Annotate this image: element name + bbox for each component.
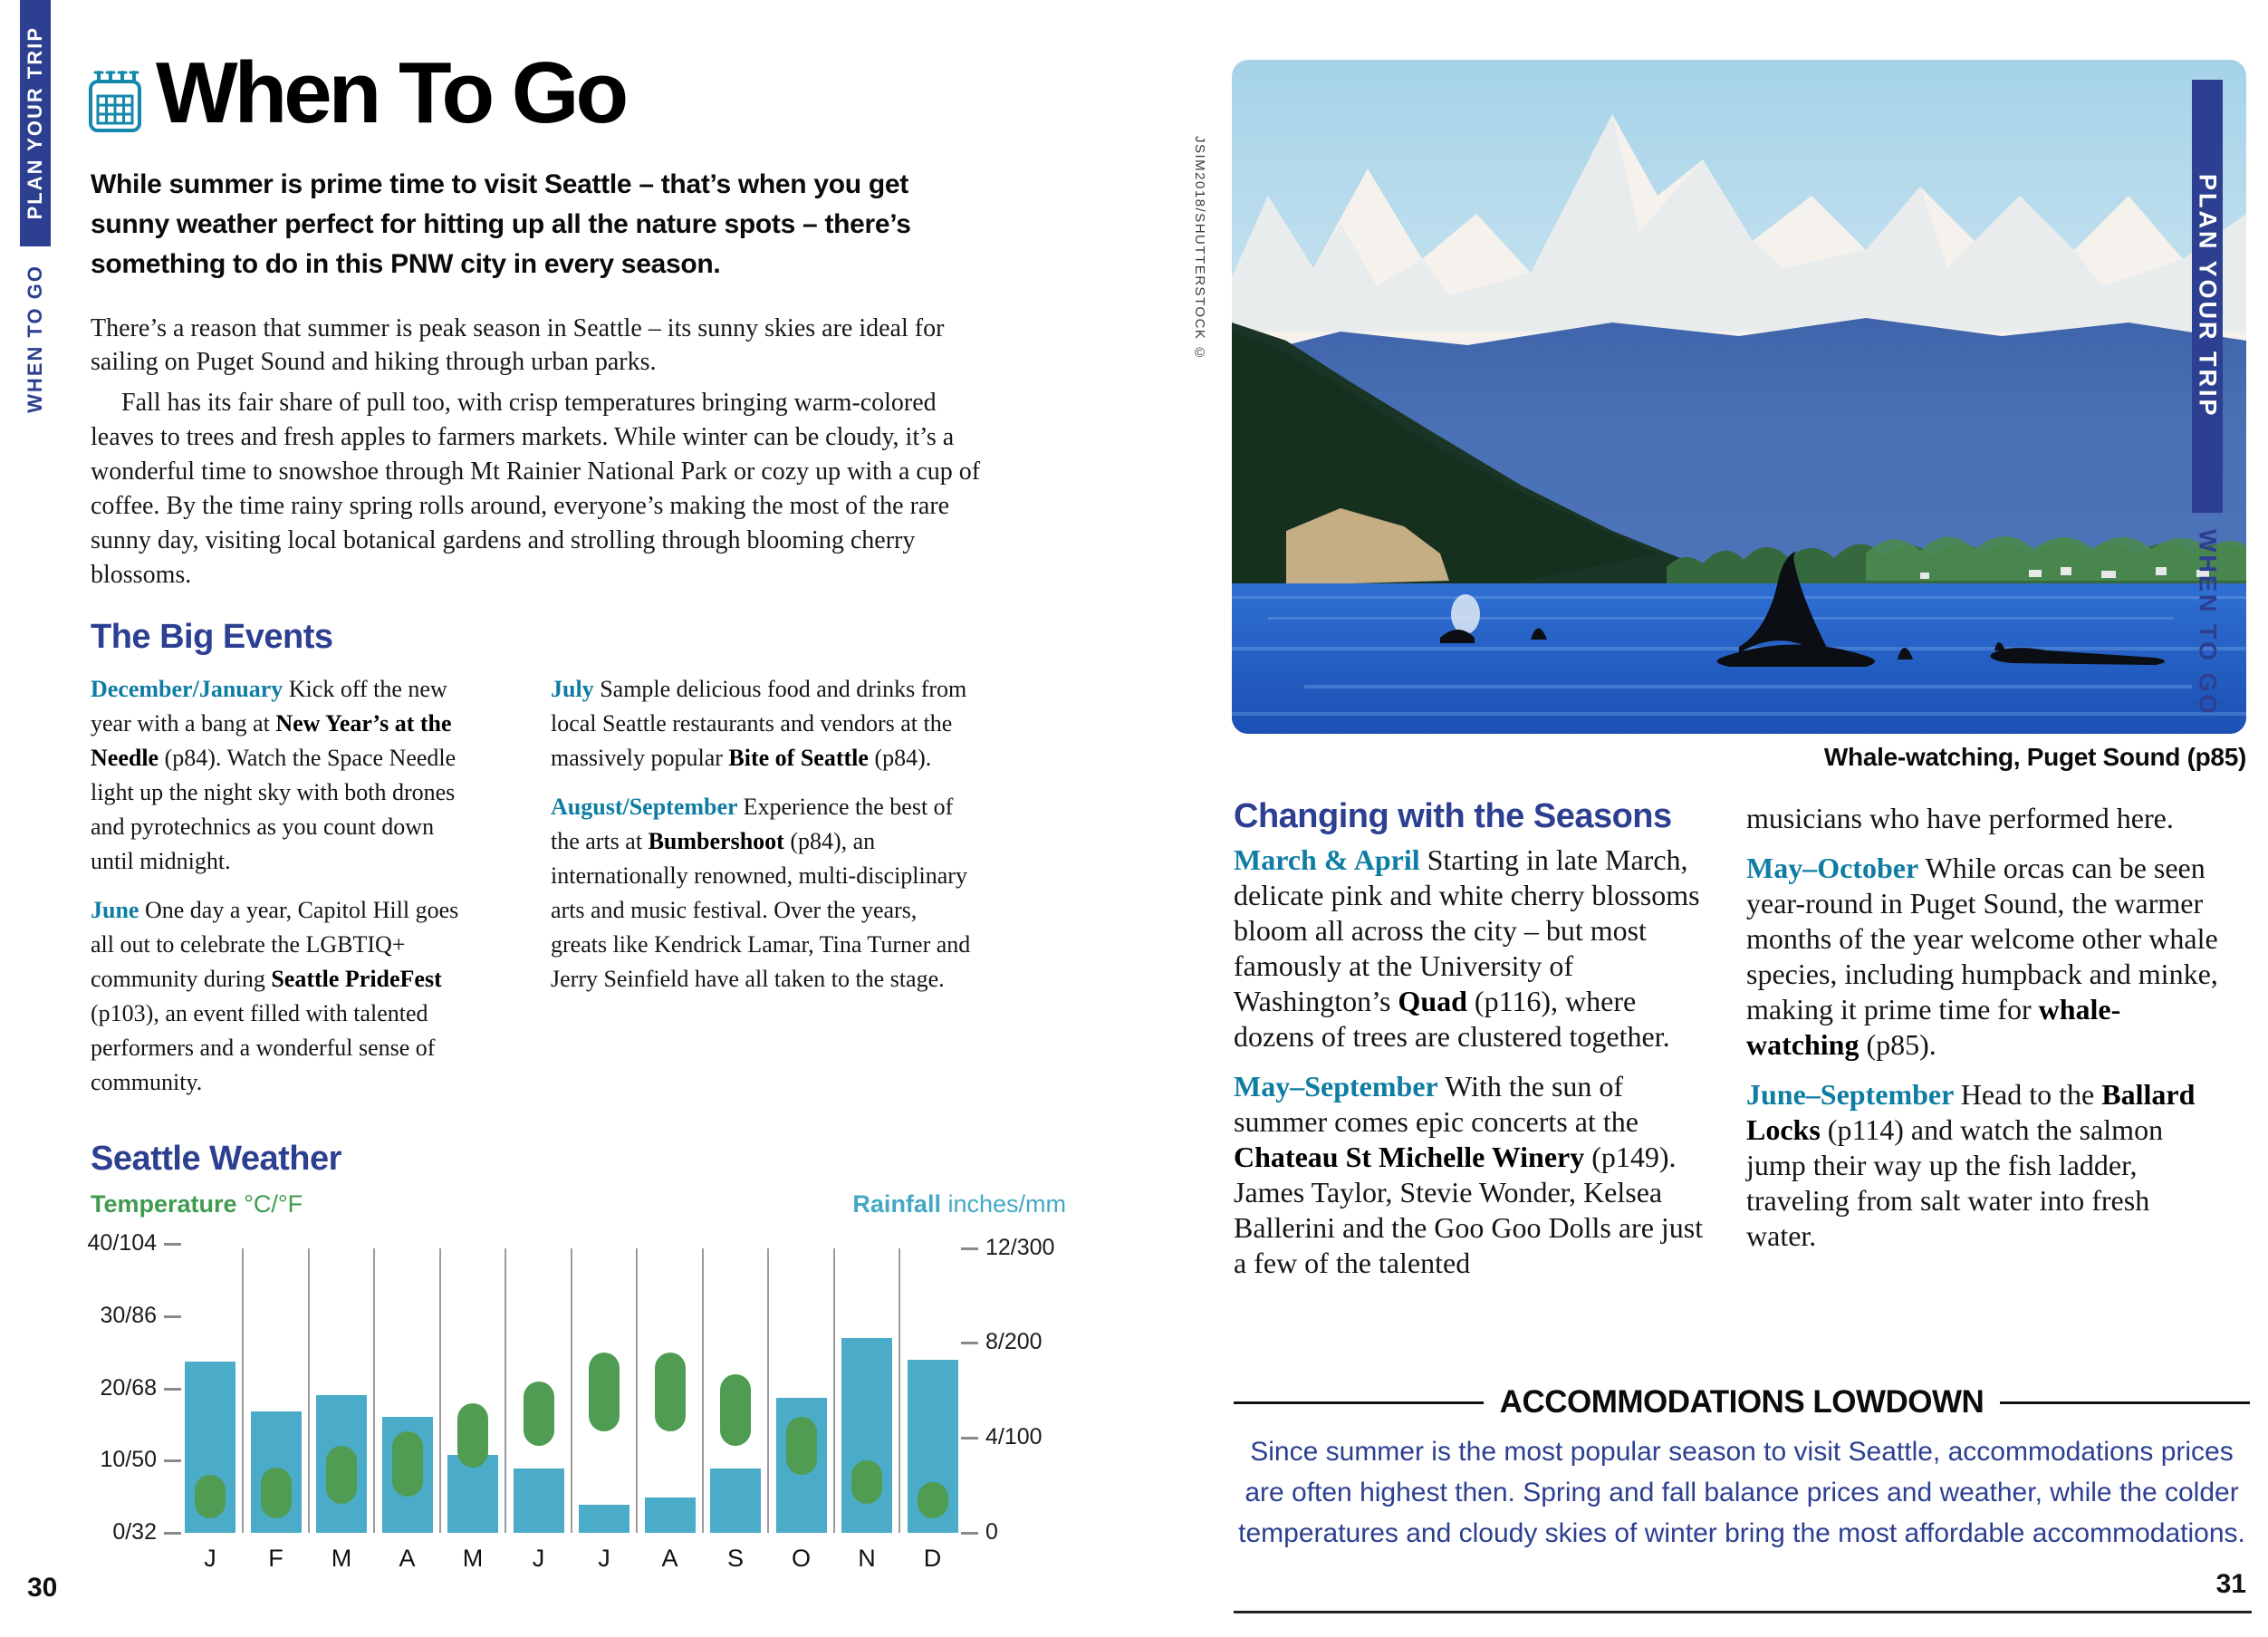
accommodations-box bbox=[1234, 1384, 2250, 1554]
text-run: (p85). bbox=[1859, 1028, 1936, 1061]
text-run: (p84), an internationally renowned, multi-disciplinary arts and music festival. Over the years, greats like Kendrick Lamar, Tina Turner and Jerry Seinfield have all taken to the stage. bbox=[551, 828, 971, 992]
intro-standfirst: While summer is prime time to visit Seattle – that’s when you get sunny weather perfect for hitting up all the nature spots – there’s something to do in this PNW city in every season. bbox=[91, 169, 911, 279]
month-separator-line bbox=[636, 1248, 638, 1533]
month-separator-line bbox=[571, 1248, 572, 1533]
calendar-icon bbox=[86, 69, 144, 136]
date-range-lead: July bbox=[551, 676, 601, 702]
text-run: With the sun of summer comes epic concerts at the bbox=[1234, 1070, 1639, 1138]
temperature-legend-label: Temperature bbox=[91, 1190, 237, 1218]
rain-axis-tick bbox=[961, 1342, 978, 1344]
rainfall-legend-label: Rainfall bbox=[852, 1190, 941, 1218]
month-separator-line bbox=[439, 1248, 441, 1533]
sidebar-right-section-label: WHEN TO GO bbox=[2194, 529, 2222, 717]
month-axis-label: N bbox=[858, 1545, 876, 1572]
temp-range-pill bbox=[195, 1475, 226, 1518]
rule-right bbox=[2000, 1401, 2250, 1404]
sidebar-left-tab-label: PLAN YOUR TRIP bbox=[24, 26, 46, 220]
accommodations-header bbox=[1234, 1384, 2250, 1420]
photo-caption: Whale-watching, Puget Sound (p85) bbox=[1823, 743, 2246, 771]
rain-bar bbox=[710, 1468, 761, 1533]
sidebar-right-tab bbox=[2192, 80, 2223, 513]
bottom-rule bbox=[1234, 1611, 2252, 1613]
month-axis-label: A bbox=[661, 1545, 678, 1572]
month-axis-label: O bbox=[791, 1545, 811, 1572]
season-paragraph bbox=[1234, 843, 1709, 1054]
temp-range-pill bbox=[655, 1353, 686, 1432]
seasons-column-2 bbox=[1746, 801, 2222, 1268]
body-paragraph-1: There’s a reason that summer is peak season in Seattle – its sunny skies are ideal for sailing on Puget Sound and hiking through urban parks. bbox=[91, 314, 945, 376]
rain-axis-tick bbox=[961, 1532, 978, 1535]
body-paragraph-2: Fall has its fair share of pull too, with crisp temperatures bringing warm-colored leaves to trees and fresh apples to farmers markets. While winter can be cloudy, it’s a wonderful time to snowshoe through Mt Rainier National Park or cozy up with a cup of coffee. By the time rainy spring rolls around, everyone’s making the most of the rare sunny day, visiting local botanical gardens and strolling through blooming cherry blossoms. bbox=[91, 389, 981, 589]
month-separator-line bbox=[242, 1248, 244, 1533]
month-axis-label: J bbox=[532, 1545, 545, 1572]
page-number-left: 30 bbox=[27, 1573, 58, 1603]
text-run: One day a year, Capitol Hill goes all out to celebrate the LGBTIQ+ community during bbox=[91, 897, 459, 992]
text-run: Starting in late March, delicate pink and white cherry blossoms bloom all across the city – but most famously at the University of Washington’s bbox=[1234, 843, 1700, 1017]
temp-axis-tick-label: 10/50 bbox=[100, 1447, 157, 1473]
season-paragraph-continuation bbox=[1746, 801, 2222, 836]
sidebar-left-section bbox=[20, 265, 51, 428]
temp-range-pill bbox=[261, 1468, 292, 1518]
text-run: While orcas can be seen year-round in Puget Sound, the warmer months of the year welcome other whale species, including humpback and minke, making it prime time for bbox=[1746, 852, 2218, 1026]
whale-watching-photo bbox=[1232, 60, 2246, 734]
temp-axis-tick bbox=[164, 1315, 181, 1318]
event-paragraph bbox=[551, 790, 972, 997]
accommodations-text: Since summer is the most popular season to visit Seattle, accommodations prices are often highest then. Spring and fall balance prices and weather, while the colder temperatures and cloudy skies of winter bring the most affordable accommodations. bbox=[1238, 1437, 2245, 1548]
month-axis-label: D bbox=[923, 1545, 942, 1572]
temperature-legend-unit: °C/°F bbox=[236, 1190, 303, 1218]
rain-bar bbox=[579, 1505, 629, 1533]
temp-axis-tick bbox=[164, 1388, 181, 1391]
rain-bar bbox=[514, 1468, 564, 1533]
sidebar-left-tab bbox=[20, 0, 51, 246]
climate-chart bbox=[86, 1187, 1082, 1613]
month-separator-line bbox=[373, 1248, 375, 1533]
temp-range-pill bbox=[524, 1382, 554, 1447]
month-separator-line bbox=[899, 1248, 900, 1533]
text-run: Head to the bbox=[1960, 1078, 2102, 1111]
rain-axis-tick-label: 8/200 bbox=[985, 1329, 1043, 1355]
temp-axis-tick-label: 30/86 bbox=[100, 1302, 157, 1328]
text-run: (p84). bbox=[868, 745, 932, 771]
text-run: (p84). Watch the Space Needle light up the night sky with both drones and pyrotechnics as you count down until midnight. bbox=[91, 745, 456, 874]
season-paragraph bbox=[1746, 1077, 2222, 1254]
month-separator-line bbox=[767, 1248, 769, 1533]
season-paragraph bbox=[1746, 851, 2222, 1063]
bold-reference: Bumbershoot bbox=[648, 828, 784, 854]
temp-range-pill bbox=[918, 1482, 948, 1518]
date-range-lead: May–October bbox=[1746, 852, 1926, 884]
bold-reference: whale-watching bbox=[1746, 993, 2121, 1061]
sidebar-right-tab-label: PLAN YOUR TRIP bbox=[2194, 174, 2222, 419]
temp-range-pill bbox=[589, 1353, 620, 1432]
month-separator-line bbox=[702, 1248, 704, 1533]
page-number-right: 31 bbox=[2215, 1569, 2246, 1599]
text-run: (p149). James Taylor, Stevie Wonder, Kelsea Ballerini and the Goo Goo Dolls are just a few of the talented bbox=[1234, 1141, 1704, 1279]
rule-left bbox=[1234, 1401, 1484, 1404]
bold-reference: Ballard Locks bbox=[1746, 1078, 2196, 1146]
bold-reference: Quad bbox=[1398, 985, 1467, 1017]
temp-range-pill bbox=[392, 1431, 423, 1497]
seasons-column-1 bbox=[1234, 843, 1709, 1295]
season-paragraph bbox=[1234, 1069, 1709, 1281]
seasons-heading: Changing with the Seasons bbox=[1234, 797, 1672, 835]
temp-axis-tick bbox=[164, 1459, 181, 1462]
rain-axis-tick-label: 4/100 bbox=[985, 1424, 1043, 1450]
rainfall-legend-unit: inches/mm bbox=[940, 1190, 1066, 1218]
month-axis-label: J bbox=[204, 1545, 216, 1572]
photo-credit: JSIM2018/SHUTTERSTOCK © bbox=[1192, 136, 1207, 362]
date-range-lead: June bbox=[91, 897, 145, 923]
text-run: musicians who have performed here. bbox=[1746, 802, 2174, 834]
text-run: (p114) and watch the salmon jump their way up the fish ladder, traveling from salt water into fresh water. bbox=[1746, 1113, 2164, 1252]
events-column-1 bbox=[91, 672, 480, 1114]
month-axis-label: J bbox=[598, 1545, 610, 1572]
month-separator-line bbox=[833, 1248, 835, 1533]
rain-axis-tick-label: 12/300 bbox=[985, 1234, 1055, 1260]
events-column-2 bbox=[551, 672, 972, 1011]
temp-range-pill bbox=[786, 1417, 817, 1475]
rain-axis-tick bbox=[961, 1437, 978, 1440]
weather-heading: Seattle Weather bbox=[91, 1140, 341, 1178]
page-title: When To Go bbox=[156, 44, 626, 141]
date-range-lead: March & April bbox=[1234, 843, 1427, 876]
sidebar-right-section bbox=[2192, 529, 2223, 717]
event-paragraph bbox=[551, 672, 972, 775]
bold-reference: Chateau St Michelle Winery bbox=[1234, 1141, 1585, 1173]
month-axis-label: A bbox=[399, 1545, 416, 1572]
rain-bar bbox=[645, 1497, 696, 1533]
bold-reference: Bite of Seattle bbox=[728, 745, 869, 771]
temp-range-pill bbox=[326, 1446, 357, 1504]
text-run: Kick off the new year with a bang at bbox=[91, 676, 447, 737]
month-axis-label: M bbox=[462, 1545, 484, 1572]
big-events-heading: The Big Events bbox=[91, 618, 333, 656]
temp-range-pill bbox=[720, 1374, 751, 1447]
date-range-lead: August/September bbox=[551, 794, 744, 820]
text-run: (p116), where dozens of trees are clustered together. bbox=[1234, 985, 1670, 1053]
month-axis-label: F bbox=[268, 1545, 284, 1572]
text-run: Experience the best of the arts at bbox=[551, 794, 954, 854]
temp-axis-tick bbox=[164, 1532, 181, 1535]
temp-axis-tick bbox=[164, 1243, 181, 1246]
text-run: Sample delicious food and drinks from local Seattle restaurants and vendors at the massively popular bbox=[551, 676, 967, 771]
bold-reference: New Year’s at the Needle bbox=[91, 710, 452, 771]
event-paragraph bbox=[91, 672, 480, 879]
event-paragraph bbox=[91, 893, 480, 1100]
date-range-lead: May–September bbox=[1234, 1070, 1446, 1103]
temp-range-pill bbox=[457, 1403, 488, 1468]
temp-axis-tick-label: 20/68 bbox=[100, 1374, 157, 1401]
sidebar-left-section-label: WHEN TO GO bbox=[24, 265, 46, 413]
temp-range-pill bbox=[851, 1460, 882, 1504]
temp-axis-tick-label: 0/32 bbox=[112, 1519, 157, 1545]
rain-axis-tick-label: 0 bbox=[985, 1519, 998, 1545]
month-axis-label: M bbox=[331, 1545, 352, 1572]
text-run: (p103), an event filled with talented performers and a wonderful sense of community. bbox=[91, 1000, 436, 1095]
rain-axis-tick bbox=[961, 1247, 978, 1250]
chart-plot-area bbox=[86, 1187, 1082, 1613]
month-separator-line bbox=[505, 1248, 506, 1533]
date-range-lead: June–September bbox=[1746, 1078, 1961, 1111]
accommodations-title: ACCOMMODATIONS LOWDOWN bbox=[1499, 1384, 1985, 1420]
temp-axis-tick-label: 40/104 bbox=[87, 1230, 157, 1257]
bold-reference: Seattle PrideFest bbox=[271, 966, 442, 992]
month-separator-line bbox=[308, 1248, 310, 1533]
month-axis-label: S bbox=[726, 1545, 744, 1572]
date-range-lead: December/January bbox=[91, 676, 289, 702]
